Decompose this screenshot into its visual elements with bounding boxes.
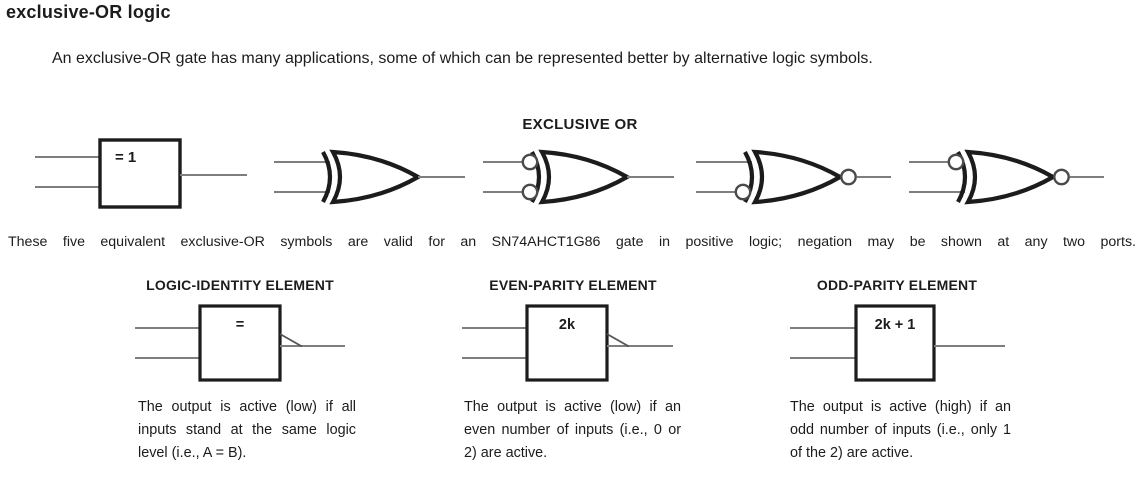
xor-symbol-row [0, 135, 1145, 225]
xor-negated-bottom-input-and-output-symbol [696, 152, 891, 202]
box-label: = [235, 317, 245, 333]
negation-bubble-top-input [523, 155, 537, 169]
iec-box-outline [100, 140, 180, 207]
negation-bubble-output [841, 170, 855, 184]
xor-negated-top-input-and-output-symbol [909, 152, 1104, 202]
section-title: exclusive-OR logic [6, 2, 171, 22]
logic-identity-description: The output is active (low) if all inputs stand at the same logic level (i.e., A = B). [138, 399, 356, 461]
negation-bubble-output [1054, 170, 1068, 184]
even-parity-description: The output is active (low) if an even number of inputs (i.e., 0 or 2) are active. [464, 399, 681, 461]
odd-parity-description: The output is active (high) if an odd number of inputs (i.e., only 1 of the 2) are active. [790, 399, 1011, 461]
logic-identity-element-symbol [135, 306, 345, 380]
figure-caption: These five equivalent exclusive-OR symbols are valid for an SN74AHCT1G86 gate in positive logic; negation may be shown at any two ports. [8, 234, 1136, 250]
xor-body [968, 152, 1053, 202]
box-label: 2k [558, 317, 576, 333]
logic-identity-heading: LOGIC-IDENTITY ELEMENT [146, 277, 334, 293]
iec-xor-box-symbol [35, 140, 247, 207]
xor-negated-both-inputs-symbol [483, 152, 674, 202]
negation-bubble-bottom-input [736, 185, 750, 199]
box-label: 2k + 1 [874, 317, 916, 333]
xor-input-arc [323, 152, 330, 202]
element-symbol-row [0, 298, 1145, 393]
xor-body [333, 152, 418, 202]
xor-distinctive-shape-symbol [274, 152, 465, 202]
xor-body [755, 152, 840, 202]
odd-parity-heading: ODD-PARITY ELEMENT [816, 277, 978, 293]
negation-bubble-top-input [949, 155, 963, 169]
even-parity-heading: EVEN-PARITY ELEMENT [489, 277, 657, 293]
exclusive-or-heading: EXCLUSIVE OR [522, 116, 638, 133]
box-label: = 1 [115, 149, 137, 166]
odd-parity-element-symbol [790, 306, 1005, 380]
active-low-wedge [607, 334, 629, 347]
xor-body [542, 152, 627, 202]
even-parity-element-symbol [462, 306, 673, 380]
active-low-wedge [280, 334, 302, 347]
negation-bubble-bottom-input [523, 185, 537, 199]
intro-paragraph: An exclusive-OR gate has many applications, some of which can be represented better by alternative logic symbols. [52, 50, 873, 67]
